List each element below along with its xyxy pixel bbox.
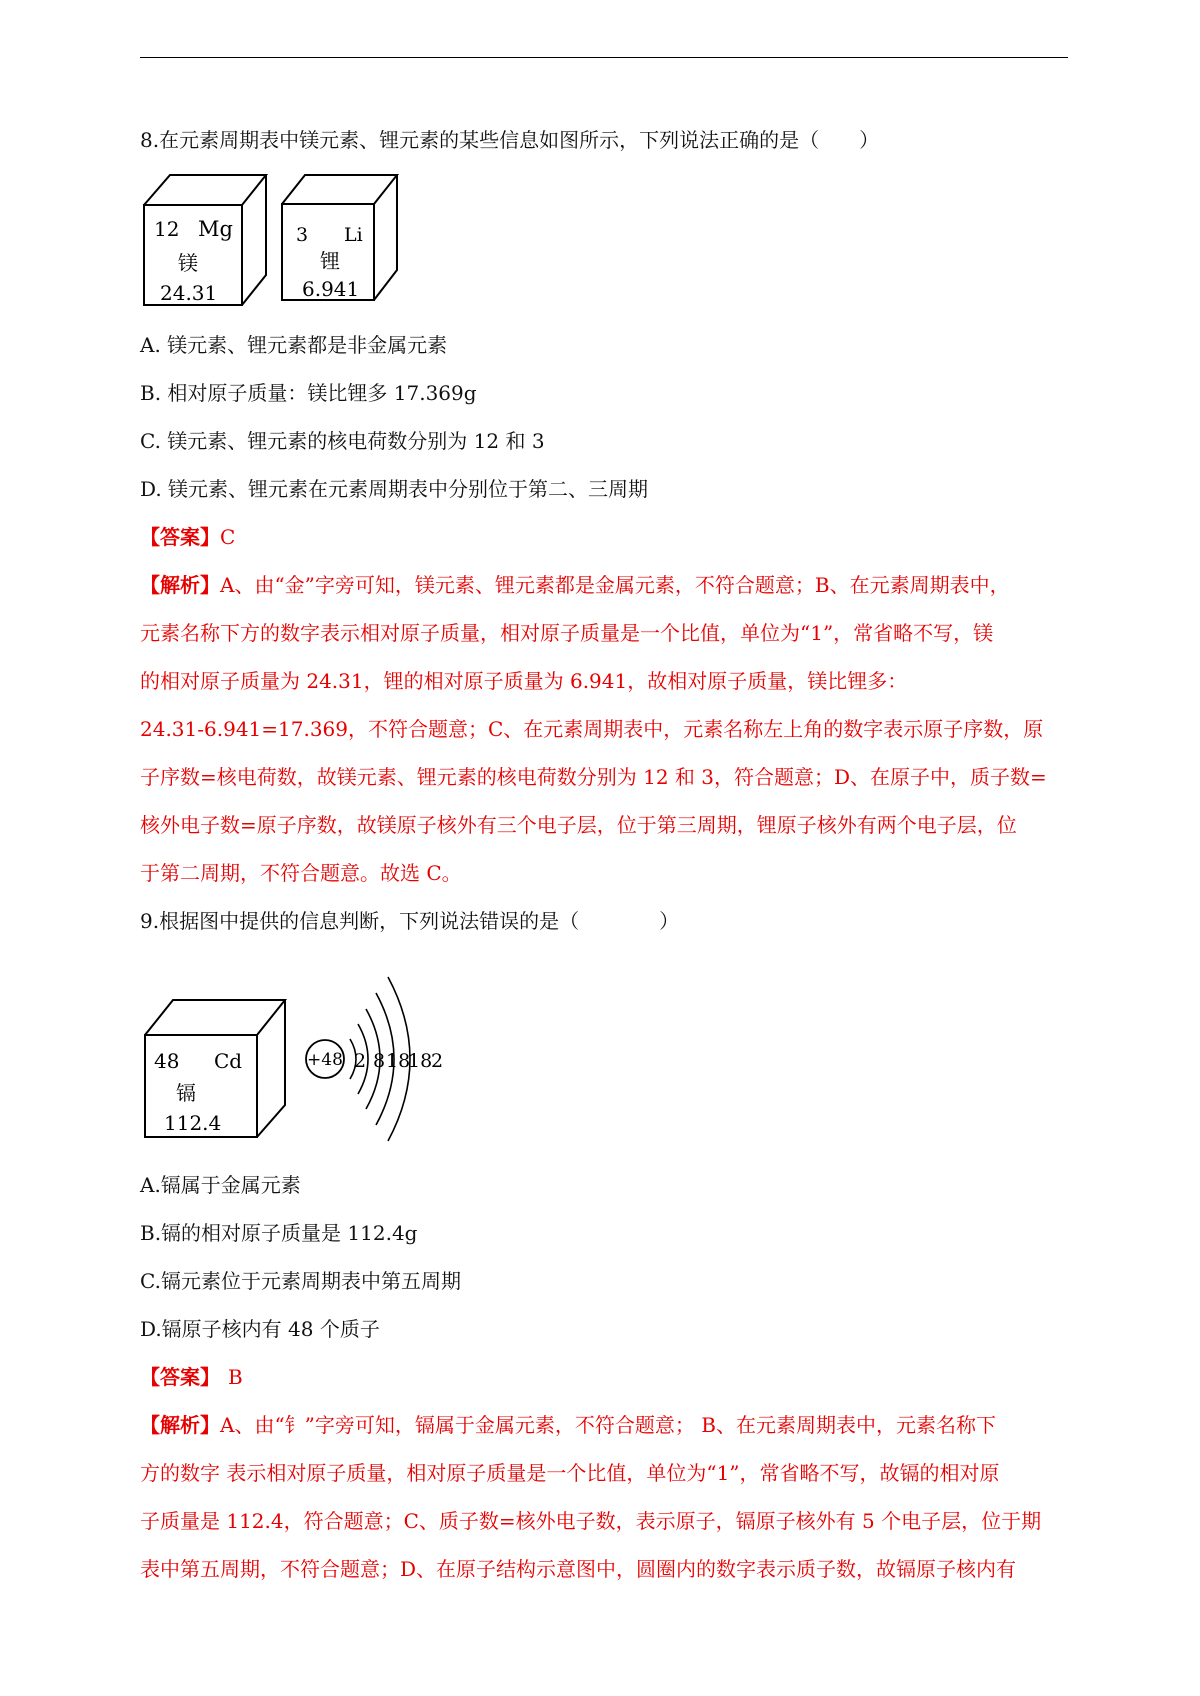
q9-option-c: C.镉元素位于元素周期表中第五周期 <box>140 1269 461 1293</box>
cd-symbol: Cd <box>214 1049 243 1073</box>
q9-analysis-line-4: 表中第五周期，不符合题意；D、在原子结构示意图中，圆圈内的数字表示质子数，故镉原子核内有 <box>140 1557 1017 1581</box>
li-atomic-mass: 6.941 <box>302 277 360 301</box>
q8-analysis-line-4: 24.31-6.941=17.369，不符合题意；C、在元素周期表中，元素名称左上角的数字表示原子序数，原 <box>140 717 1044 741</box>
li-symbol: Li <box>344 224 363 246</box>
mg-name: 镁 <box>178 251 198 275</box>
q9-option-a: A.镉属于金属元素 <box>140 1173 301 1197</box>
q9-analysis-tag: 【解析】 <box>140 1413 220 1437</box>
q8-answer-tag: 【答案】 <box>140 525 220 549</box>
q8-stem: 8.在元素周期表中镁元素、锂元素的某些信息如图所示，下列说法正确的是（ ） <box>140 128 880 152</box>
mg-atomic-mass: 24.31 <box>160 281 218 305</box>
q8-analysis-line-5: 子序数=核电荷数，故镁元素、锂元素的核电荷数分别为 12 和 3，符合题意；D、在原子中，质子数= <box>140 765 1047 789</box>
q9-analysis-line-2: 方的数字 表示相对原子质量，相对原子质量是一个比值，单位为“1”，常省略不写，故镉的相对原 <box>140 1461 1000 1485</box>
q9-analysis-line-3: 子质量是 112.4，符合题意；C、质子数=核外电子数，表示原子，镉原子核外有 5 个电子层，位于期 <box>140 1509 1042 1533</box>
mg-symbol: Mg <box>198 217 233 241</box>
mg-atomic-number: 12 <box>154 217 180 241</box>
q8-option-b: B. 相对原子质量：镁比锂多 17.369g <box>140 381 477 405</box>
q9-answer <box>140 1363 243 1391</box>
q9-stem: 9.根据图中提供的信息判断，下列说法错误的是（ ） <box>140 909 680 933</box>
shell-1-electrons: 2 <box>354 1050 367 1072</box>
shell-2-electrons: 8 <box>373 1050 386 1072</box>
cd-atomic-mass: 112.4 <box>164 1111 222 1135</box>
q8-analysis-line-1: 【解析】A、由“金”字旁可知，镁元素、锂元素都是金属元素，不符合题意；B、在元素周期表中， <box>140 573 1010 597</box>
q8-analysis-line-2: 元素名称下方的数字表示相对原子质量，相对原子质量是一个比值，单位为“1”，常省略不写，镁 <box>140 621 994 645</box>
nucleus-charge: +48 <box>307 1050 343 1070</box>
q8-analysis-tag: 【解析】 <box>140 573 220 597</box>
shell-3-electrons: 18 <box>386 1050 411 1072</box>
q9-cadmium-figure <box>140 955 480 1149</box>
header-rule <box>140 57 1068 58</box>
q8-answer <box>140 523 235 551</box>
q9-option-b: B.镉的相对原子质量是 112.4g <box>140 1221 418 1245</box>
shell-4-electrons: 18 <box>408 1050 433 1072</box>
q8-analysis-line-7: 于第二周期，不符合题意。故选 C。 <box>140 861 462 885</box>
q9-analysis-line-1: 【解析】A、由“钅”字旁可知，镉属于金属元素，不符合题意； B、在元素周期表中，元素名称下 <box>140 1413 996 1437</box>
q8-element-cards <box>142 170 432 319</box>
cd-name: 镉 <box>176 1081 196 1105</box>
q8-analysis-line-3: 的相对原子质量为 24.31，锂的相对原子质量为 6.941，故相对原子质量，镁比锂多： <box>140 669 908 693</box>
q8-answer-value: C <box>220 525 236 549</box>
cd-atomic-number: 48 <box>154 1049 180 1073</box>
q9-option-d: D.镉原子核内有 48 个质子 <box>140 1317 380 1341</box>
q9-answer-tag: 【答案】 <box>140 1365 220 1389</box>
q9-answer-value: B <box>228 1365 243 1389</box>
li-atomic-number: 3 <box>296 224 309 246</box>
atomic-structure-diagram <box>306 977 443 1141</box>
q8-analysis-line-6: 核外电子数=原子序数，故镁原子核外有三个电子层，位于第三周期，锂原子核外有两个电子层，位 <box>140 813 1017 837</box>
q8-option-a: A. 镁元素、锂元素都是非金属元素 <box>140 333 448 357</box>
shell-5-electrons: 2 <box>431 1050 444 1072</box>
q8-option-d: D. 镁元素、锂元素在元素周期表中分别位于第二、三周期 <box>140 477 649 501</box>
q8-option-c: C. 镁元素、锂元素的核电荷数分别为 12 和 3 <box>140 429 545 453</box>
li-name: 锂 <box>320 249 340 273</box>
